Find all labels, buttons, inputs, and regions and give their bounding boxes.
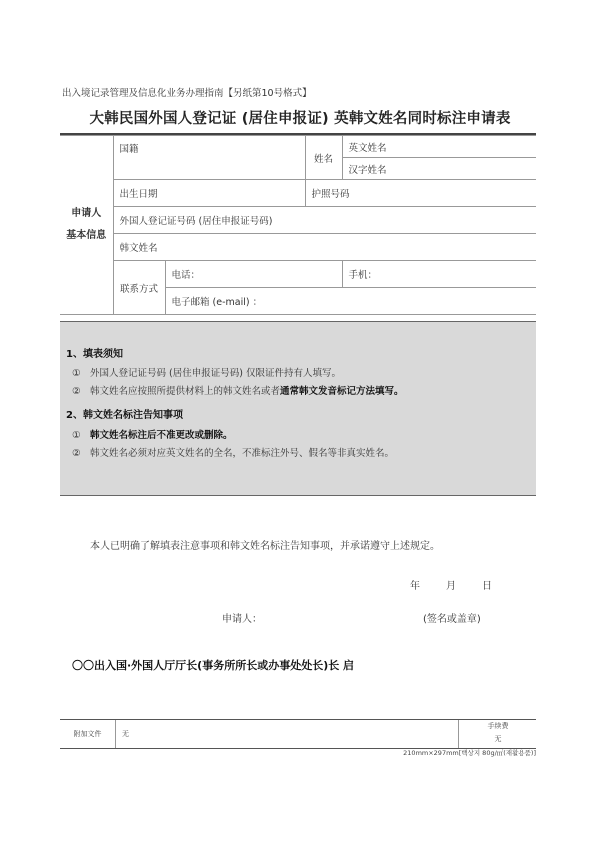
notice-section2-title: 2、韩文姓名标注告知事项 [66,410,183,421]
day-label: 日 [482,581,492,592]
footer-table [60,719,536,749]
registration-number-field[interactable]: 外国人登记证号码 (居住申报证号码) [113,207,536,234]
korean-name-field[interactable]: 韩文姓名 [113,234,536,261]
notice-item: ② 韩文姓名应按照所提供材料上的韩文姓名或者通常韩文发音标记方法填写。 [72,386,404,397]
english-name-field[interactable]: 英文姓名 [342,136,536,158]
date-line [410,577,518,592]
notice-box [60,321,536,496]
fee-value: 无 [494,735,502,743]
attachment-value: 无 [122,730,129,738]
paper-spec: 210mm×297mm[백상지 80g/㎡(재활용품)] [403,749,536,757]
email-field[interactable]: 电子邮箱 (e-mail) ： [165,288,536,315]
notice-item: ② 韩文姓名必须对应英文姓名的全名，不准标注外号、假名等非真实姓名。 [72,448,395,459]
name-label: 姓名 [305,136,342,180]
notice-item: ① 外国人登记证号码 (居住申报证号码) 仅限证件持有人填写。 [72,368,341,379]
form-title: 大韩民国外国人登记证 (居住申报证) 英韩文姓名同时标注申请表 [89,111,511,127]
guide-label: 出入境记录管理及信息化业务办理指南【另纸第10号格式】 [62,88,312,99]
applicant-info-form [60,133,536,315]
notice-item: ① 韩文姓名标注后不准更改或删除。 [72,430,233,441]
confirmation-statement: 本人已明确了解填表注意事项和韩文姓名标注告知事项，并承诺遵守上述规定。 [90,541,440,552]
signature-field[interactable]: (签名或盖章) [423,614,481,625]
fee-cell [458,720,537,748]
chinese-name-field[interactable]: 汉字姓名 [342,158,536,180]
nationality-field[interactable]: 国籍 [113,136,305,180]
attachment-label: 附加文件 [60,720,116,748]
mobile-field[interactable]: 手机： [342,261,536,288]
phone-field[interactable]: 电话： [165,261,342,288]
applicant-section-heading: 申请人 基本信息 [60,136,113,315]
addressee-line: 〇〇出入国·外国人厅厅长(事务所所长或办事处处长)长 启 [72,659,355,672]
year-label: 年 [410,581,420,592]
birth-date-field[interactable]: 出生日期 [113,180,305,207]
contact-label: 联系方式 [113,261,165,315]
applicant-label: 申请人： [222,614,262,625]
passport-number-field[interactable]: 护照号码 [305,180,536,207]
notice-section1-title: 1、填表须知 [66,349,123,360]
fee-label: 手续费 [487,722,509,730]
month-label: 月 [446,581,456,592]
